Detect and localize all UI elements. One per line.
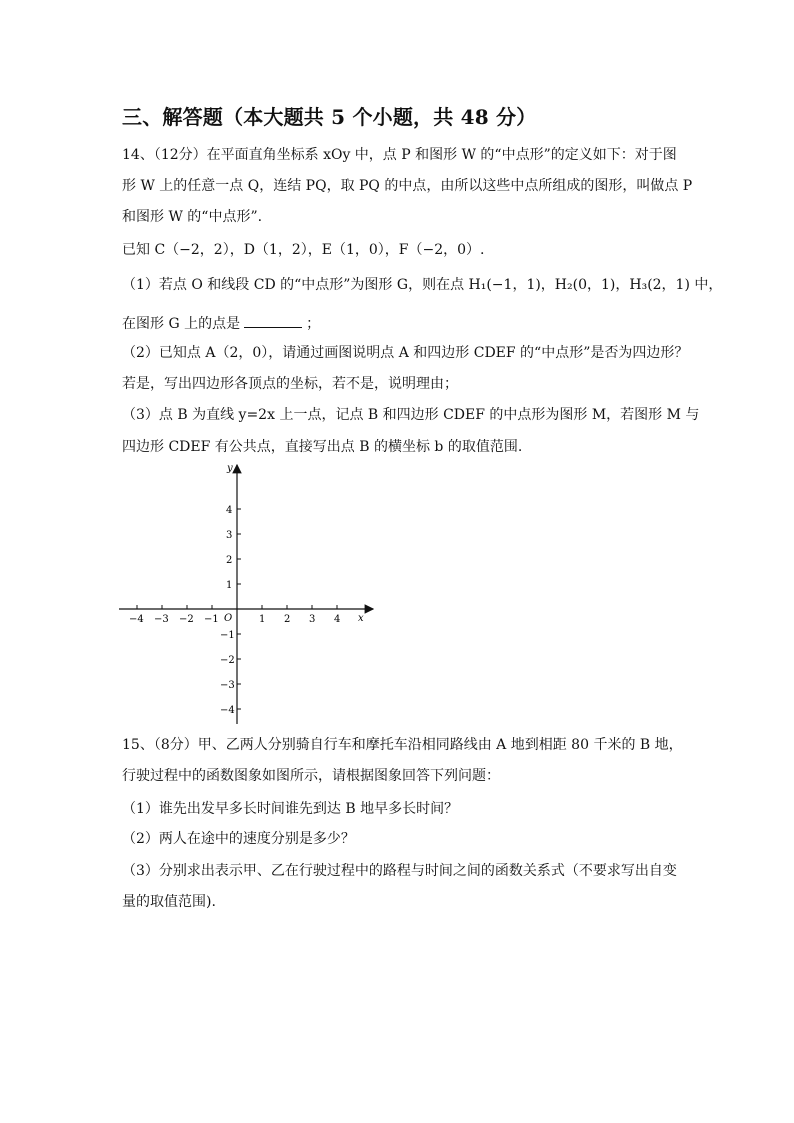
q14-part1-line-2: [122, 313, 320, 334]
q14-line-1: 14、（12分）在平面直角坐标系 xOy 中，点 P 和图形 W 的“中点形”的定义如下：对于图: [122, 147, 677, 163]
x-ticks: [129, 605, 340, 625]
x-tick-label: −2: [179, 614, 194, 625]
q14-part2-line-2: 若是，写出四边形各顶点的坐标，若不是，说明理由；: [122, 376, 458, 392]
q15-part3-line-1: （3）分别求出表示甲、乙在行驶过程中的路程与时间之间的函数关系式（不要求写出自变: [122, 863, 677, 879]
q15-part1: （1）谁先出发早多长时间谁先到达 B 地早多长时间？: [122, 801, 459, 817]
x-axis-label: x: [358, 613, 364, 624]
y-tick-label: 3: [226, 530, 233, 541]
y-tick-label: 4: [226, 505, 233, 516]
q14-given-points: 已知 C（−2，2），D（1，2），E（1，0），F（−2，0）.: [122, 242, 485, 258]
q14-part1-suffix: ；: [306, 316, 321, 332]
y-tick-label: −2: [220, 655, 235, 666]
y-ticks: [220, 505, 241, 716]
y-tick-label: −4: [220, 705, 235, 716]
q15-part2: （2）两人在途中的速度分别是多少？: [122, 831, 355, 847]
q15-line-1: 15、（8分）甲、乙两人分别骑自行车和摩托车沿相同路线由 A 地到相距 80 千米的 B 地，: [122, 737, 683, 753]
x-tick-label: 1: [259, 614, 266, 625]
q15-line-2: 行驶过程中的函数图象如图所示，请根据图象回答下列问题：: [122, 768, 500, 784]
origin-label: O: [224, 613, 233, 624]
x-tick-label: −1: [204, 614, 219, 625]
x-tick-label: 4: [334, 614, 341, 625]
x-tick-label: −3: [154, 614, 169, 625]
x-tick-label: −4: [129, 614, 144, 625]
x-tick-label: 2: [284, 614, 291, 625]
x-tick-label: 3: [309, 614, 316, 625]
q14-part3-line-1: （3）点 B 为直线 y=2x 上一点，记点 B 和四边形 CDEF 的中点形为图形 M，若图形 M 与: [122, 407, 700, 423]
y-tick-label: 1: [226, 580, 233, 591]
y-tick-label: −3: [220, 680, 235, 691]
coordinate-grid: [112, 456, 380, 730]
section-title: 三、解答题（本大题共 5 个小题，共 48 分）: [122, 105, 537, 129]
q15-part3-line-2: 量的取值范围).: [122, 894, 216, 910]
q14-line-2: 形 W 上的任意一点 Q，连结 PQ，取 PQ 的中点，由所以这些中点所组成的图形，叫做点 P: [122, 178, 693, 194]
y-tick-label: 2: [226, 555, 233, 566]
y-tick-label: −1: [220, 630, 235, 641]
q14-line-3: 和图形 W 的“中点形”.: [122, 209, 263, 225]
q14-part1-line-1: （1）若点 O 和线段 CD 的“中点形”为图形 G，则在点 H₁(−1，1)，H₂(0，1)，H₃(2，1) 中，: [122, 277, 723, 293]
answer-blank: [244, 313, 302, 328]
q14-part1-prefix: 在图形 G 上的点是: [122, 316, 241, 332]
y-axis-label: y: [227, 463, 233, 474]
q14-part2-line-1: （2）已知点 A（2，0），请通过画图说明点 A 和四边形 CDEF 的“中点形”是否为四边形？: [122, 345, 689, 361]
q14-part3-line-2: 四边形 CDEF 有公共点，直接写出点 B 的横坐标 b 的取值范围.: [122, 439, 523, 455]
